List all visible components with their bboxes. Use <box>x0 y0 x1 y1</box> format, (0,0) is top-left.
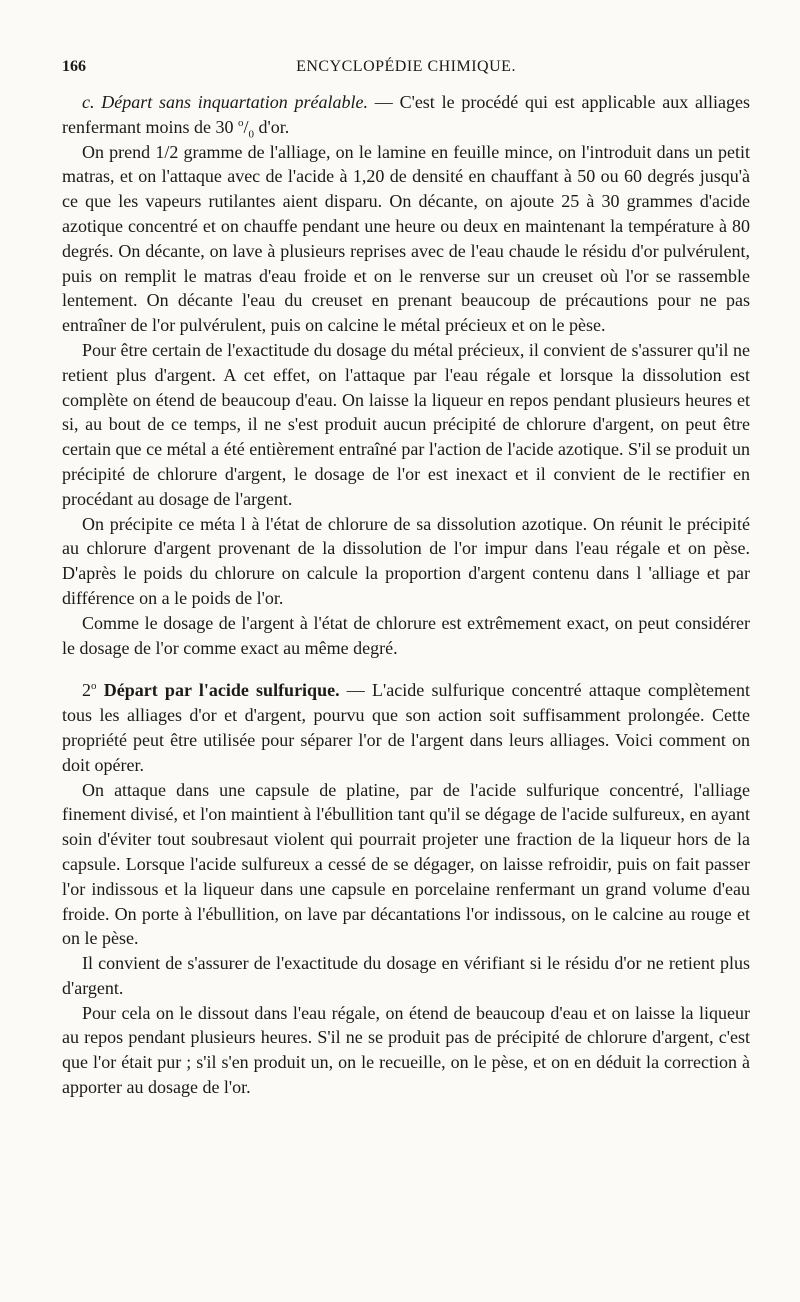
section-2-number: 2 <box>82 680 91 701</box>
section-c-heading-paragraph <box>62 90 750 140</box>
section-c-text-b: d'or. <box>253 116 290 137</box>
paragraph: Pour être certain de l'exactitude du dosage du métal précieux, il convient de s'assurer qu'il ne retient plus d'argent. A cet effet, on l'attaque par l'eau régale et lorsque la dissolution est complète on étend de beaucoup d'eau. On laisse la liqueur en repos pendant plusieurs heures et si, au bout de ce temps, il ne s'est produit aucun précipité de chlorure d'argent, on peut être certain que ce métal a été entièrement entraîné par l'action de l'acide azotique. S'il se produit un précipité de chlorure d'argent, le dosage de l'or est inexact et il convient de le rectifier en procédant au dosage de l'argent. <box>62 339 750 509</box>
paragraph: On prend 1/2 gramme de l'alliage, on le lamine en feuille mince, on l'introduit dans un petit matras, et on l'attaque avec de l'acide à 1,20 de densité en chauffant à 50 ou 60 degrés jusqu'à ce que les vapeurs rutilantes aient disparu. On décante, on ajoute 25 à 30 grammes d'acide azotique concentré et on chauffe pendant une heure ou deux en maintenant la température à 80 degrés. On décante, on lave à plusieurs reprises avec de l'eau chaude le résidu d'or pulvérulent, puis on remplit le matras d'eau froide et on le renverse sur un creuset où l'or se rassemble lentement. On décante l'eau du creuset en prenant beaucoup de précautions pour ne pas entraîner de l'or pulvérulent, puis on calcine le métal précieux et on le pèse. <box>62 141 750 336</box>
paragraph: Il convient de s'assurer de l'exactitude du dosage en vérifiant si le résidu d'or ne retient plus d'argent. <box>62 953 750 998</box>
section-c-title: Départ sans inquartation préalable. <box>101 92 369 112</box>
percent-slash: / <box>243 116 249 137</box>
section-c-text-a: — C'est le procédé qui est applicable aux alliages renfermant moins de 30 <box>62 92 751 137</box>
paragraph: Pour cela on le dissout dans l'eau régale, on étend de beaucoup d'eau et on laisse la liqueur au repos pendant plusieurs heures. S'il ne se produit pas de précipité de chlorure d'argent, c'est que l'or était pur ; s'il s'en produit un, on le recueille, on le pèse, et on en déduit la correction à apporter au dosage de l'or. <box>62 1002 750 1098</box>
running-title: ENCYCLOPÉDIE CHIMIQUE. <box>296 58 516 75</box>
page-header <box>62 58 750 84</box>
section-2-text: — L'acide sulfurique concentré attaque complètement tous les alliages d'or et d'argent, pourvu que son action soit suffisamment prolongée. Cette propriété peut être utilisée pour séparer l'or de l'argent dans leurs alliages. Voici comment on doit opérer. <box>62 680 751 775</box>
section-2-title: Départ par l'acide sulfurique. <box>96 680 340 701</box>
paragraph: Comme le dosage de l'argent à l'état de chlorure est extrêmement exact, on peut considérer le dosage de l'or comme exact au même degré. <box>62 612 750 658</box>
paragraph: On précipite ce méta l à l'état de chlorure de sa dissolution azotique. On réunit le précipité au chlorure d'argent provenant de la dissolution de l'or impur dans l'eau régale et on pèse. D'après le poids du chlorure on calcule la proportion d'argent contenu dans l 'alliage et par différence on a le poids de l'or. <box>62 513 750 608</box>
paragraph: On attaque dans une capsule de platine, par de l'acide sulfurique concentré, l'alliage finement divisé, et l'on maintient à l'ébullition tant qu'il se dégage de l'acide sulfureux, en ayant soin d'éviter tout soubresaut violent qui pourrait projeter une fraction de la liqueur hors de la capsule. Lorsque l'acide sulfureux a cessé de se dégager, on laisse refroidir, puis on fait passer l'or indissous et la liqueur dans une capsule en porcelaine renfermant un grand volume d'eau froide. On porte à l'ébullition, on lave par décantations l'or indissous, on le calcine au rouge et on le pèse. <box>62 779 750 949</box>
percent-sup: o <box>237 116 244 129</box>
section-2-number-sup: o <box>91 680 97 693</box>
percent-sub: 0 <box>248 128 254 141</box>
page-body <box>62 90 750 1100</box>
section-c-label: c. <box>82 92 95 112</box>
page-number: 166 <box>62 58 86 75</box>
section-2-heading-paragraph <box>62 678 750 777</box>
